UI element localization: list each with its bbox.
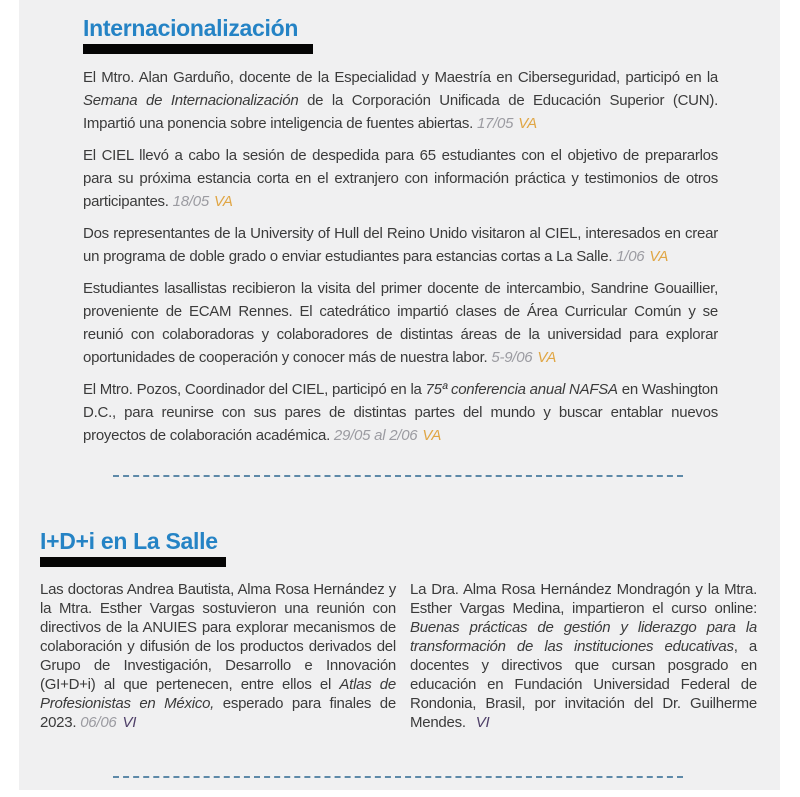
item-initials-va: VA [518,115,537,132]
item-initials-vi: VI [475,714,490,731]
news-item [83,144,718,213]
two-column-layout [40,580,757,732]
title-underline-bar [83,44,313,54]
item-text-italic: Atlas de Profesionistas en México, [40,676,396,712]
item-text: esperado para finales de 2023. [40,695,396,731]
item-text: El Mtro. Pozos, Coordinador del CIEL, participó en la [83,381,426,398]
item-date: 5-9/06 [491,349,533,366]
item-date: 06/06 [80,714,117,731]
column-right-news-item [410,580,757,732]
column-left-news-item [40,580,396,732]
item-text: El Mtro. Alan Garduño, docente de la Especialidad y Maestría en Ciberseguridad, participó en la [83,69,718,86]
dashed-divider [113,776,683,778]
item-text-italic: Semana de Internacionalización [83,92,299,109]
item-text: , a docentes y directivos que cursan posgrado en educación en Fundación Universidad Federal de Rondonia, Brasil, por invitación del Dr. Guilherme Mendes. [410,638,757,731]
item-text: Dos representantes de la University of Hull del Reino Unido visitaron al CIEL, interesados en crear un programa de doble grado o enviar estudiantes para estancias cortas a La Salle. [83,225,718,265]
item-date: 17/05 [476,115,514,132]
item-text-italic: 75ª conferencia anual NAFSA [425,381,618,398]
news-item [83,277,718,369]
item-text: La Dra. Alma Rosa Hernández Mondragón y la Mtra. Esther Vargas Medina, impartieron el curso online: [410,581,757,617]
item-text: El CIEL llevó a cabo la sesión de despedida para 65 estudiantes con el objetivo de prepararlos para su próxima estancia corta en el extranjero con información práctica y testimonios de otros participantes. [83,147,718,210]
item-text-italic: Buenas prácticas de gestión y liderazgo para la transformación de las instituciones educativas [410,619,757,655]
item-date: 29/05 al 2/06 [333,427,418,444]
news-item [83,66,718,135]
item-date: 1/06 [616,248,645,265]
item-initials-vi: VI [122,714,137,731]
item-text: de la Corporación Unificada de Educación Superior (CUN). Impartió una ponencia sobre inteligencia de fuentes abiertas. [83,92,718,132]
item-text: Estudiantes lasallistas recibieron la visita del primer docente de intercambio, Sandrine Gouaillier, proveniente de ECAM Rennes. El catedrático impartió clases de Área Curricular Común y se reunió con colaboradoras y colaboradores de distintas áreas de la universidad para explorar oportunidades de cooperación y conocer más de nuestra labor. [83,280,718,366]
page-canvas [19,0,780,790]
section-title: Internacionalización [83,15,299,41]
news-item [83,378,718,447]
item-initials-va: VA [649,248,669,265]
news-item [83,222,718,268]
section-idi-en-la-salle [19,477,780,778]
section-title: I+D+i en La Salle [40,528,218,554]
section-internacionalizacion [19,0,780,477]
item-text: en Washington D.C., para reunirse con sus pares de distintas partes del mundo y buscar entablar nuevos proyectos de colaboración académica. [83,381,718,444]
item-initials-va: VA [422,427,442,444]
item-initials-va: VA [213,193,233,210]
item-initials-va: VA [537,349,557,366]
item-date: 18/05 [172,193,209,210]
item-text: Las doctoras Andrea Bautista, Alma Rosa Hernández y la Mtra. Esther Vargas sostuvieron una reunión con directivos de la ANUIES para explorar mecanismos de colaboración y difusión de los productos derivados del Grupo de Investigación, Desarrollo e Innovación (GI+D+i) al que pertenecen, entre ellos el [40,581,396,693]
title-underline-bar [40,557,226,567]
